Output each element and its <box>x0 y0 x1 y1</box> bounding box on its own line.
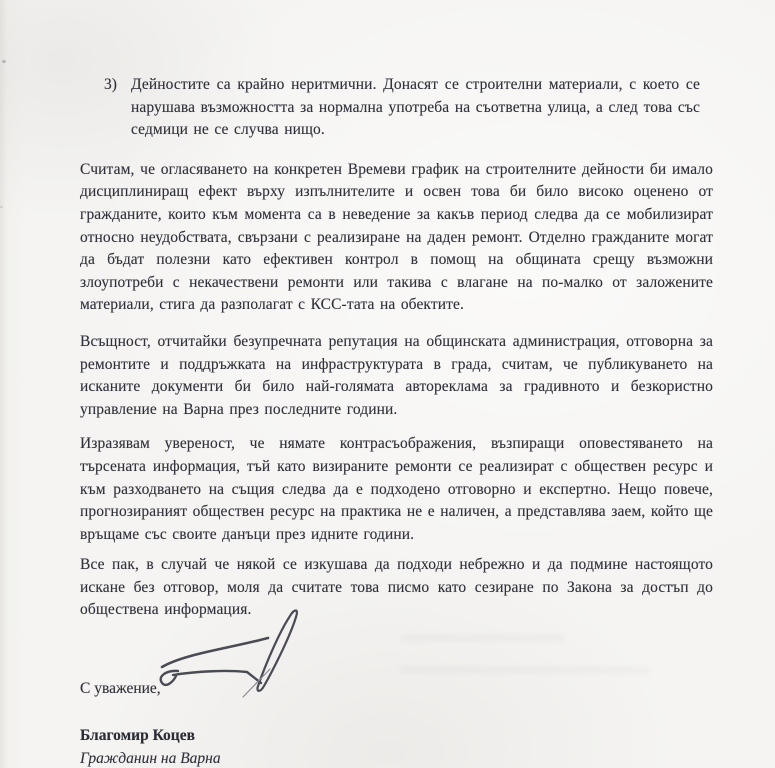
scan-speck <box>2 60 6 63</box>
paragraph-public-resource-argument: Изразявам увереност, че нямате контрасъображения, възпиращи оповестяването на търсената информация, тъй като визираните ремонти се реализират с обществен ресурс и към разходването на същия следва да е подходено отговорно и експертно. Нещо повече, прогнозираният обществен ресурс на практика не е наличен, а представлява заем, който ще връщаме със своите данъци през идните години. <box>80 435 713 543</box>
paragraph-reputation-argument: Всъщност, отчитайки безупречната репутация на общинската администрация, отговорна за ремонтите и поддръжката на инфраструктурата в града, считам, че публикуването на исканите документи би било най-голямата автореклама за градивното и безкористно управление на Варна през последните години. <box>80 332 713 418</box>
closing-block <box>80 678 713 768</box>
paragraph-legal-notice: Все пак, в случай че някой се изкушава да подходи небрежно и да подмине настоящото искане без отговор, моля да считате това писмо като сезиране по Закона за достъп до обществена информация. <box>80 556 713 619</box>
scan-speck <box>0 206 3 208</box>
numbered-item-marker: 3) <box>104 76 117 93</box>
salutation: С уважение, <box>80 680 161 698</box>
ink-bleedthrough <box>400 634 565 642</box>
signer-name: Благомир Коцев <box>80 727 195 745</box>
ink-bleedthrough <box>400 666 650 674</box>
numbered-item-text: Дейностите са крайно неритмични. Донасят се строителни материали, с което се нарушава възможността за нормална употреба на съответна улица, а след това със седмици не се случва нищо. <box>131 76 700 139</box>
paragraph-schedule-argument: Считам, че огласяването на конкретен Времеви график на строителните дейности би имало дисциплиниращ ефект върху изпълнителите и освен това би било високо оценено от гражданите, които към момента са в неведение за какъв период следва да се мобилизират относно неудобствата, свързани с реализиране на даден ремонт. Отделно гражданите могат да бъдат полезни като ефективен контрол в помощ на общината срещу възможни злоупотреби с некачествени ремонти или такива с влагане на по-малко от заложените материали, стига да разполагат с КСС-тата на обектите. <box>80 160 713 314</box>
letter-body <box>80 74 713 768</box>
signer-title: Гражданин на Варна <box>80 750 221 768</box>
numbered-item-3 <box>104 74 700 142</box>
